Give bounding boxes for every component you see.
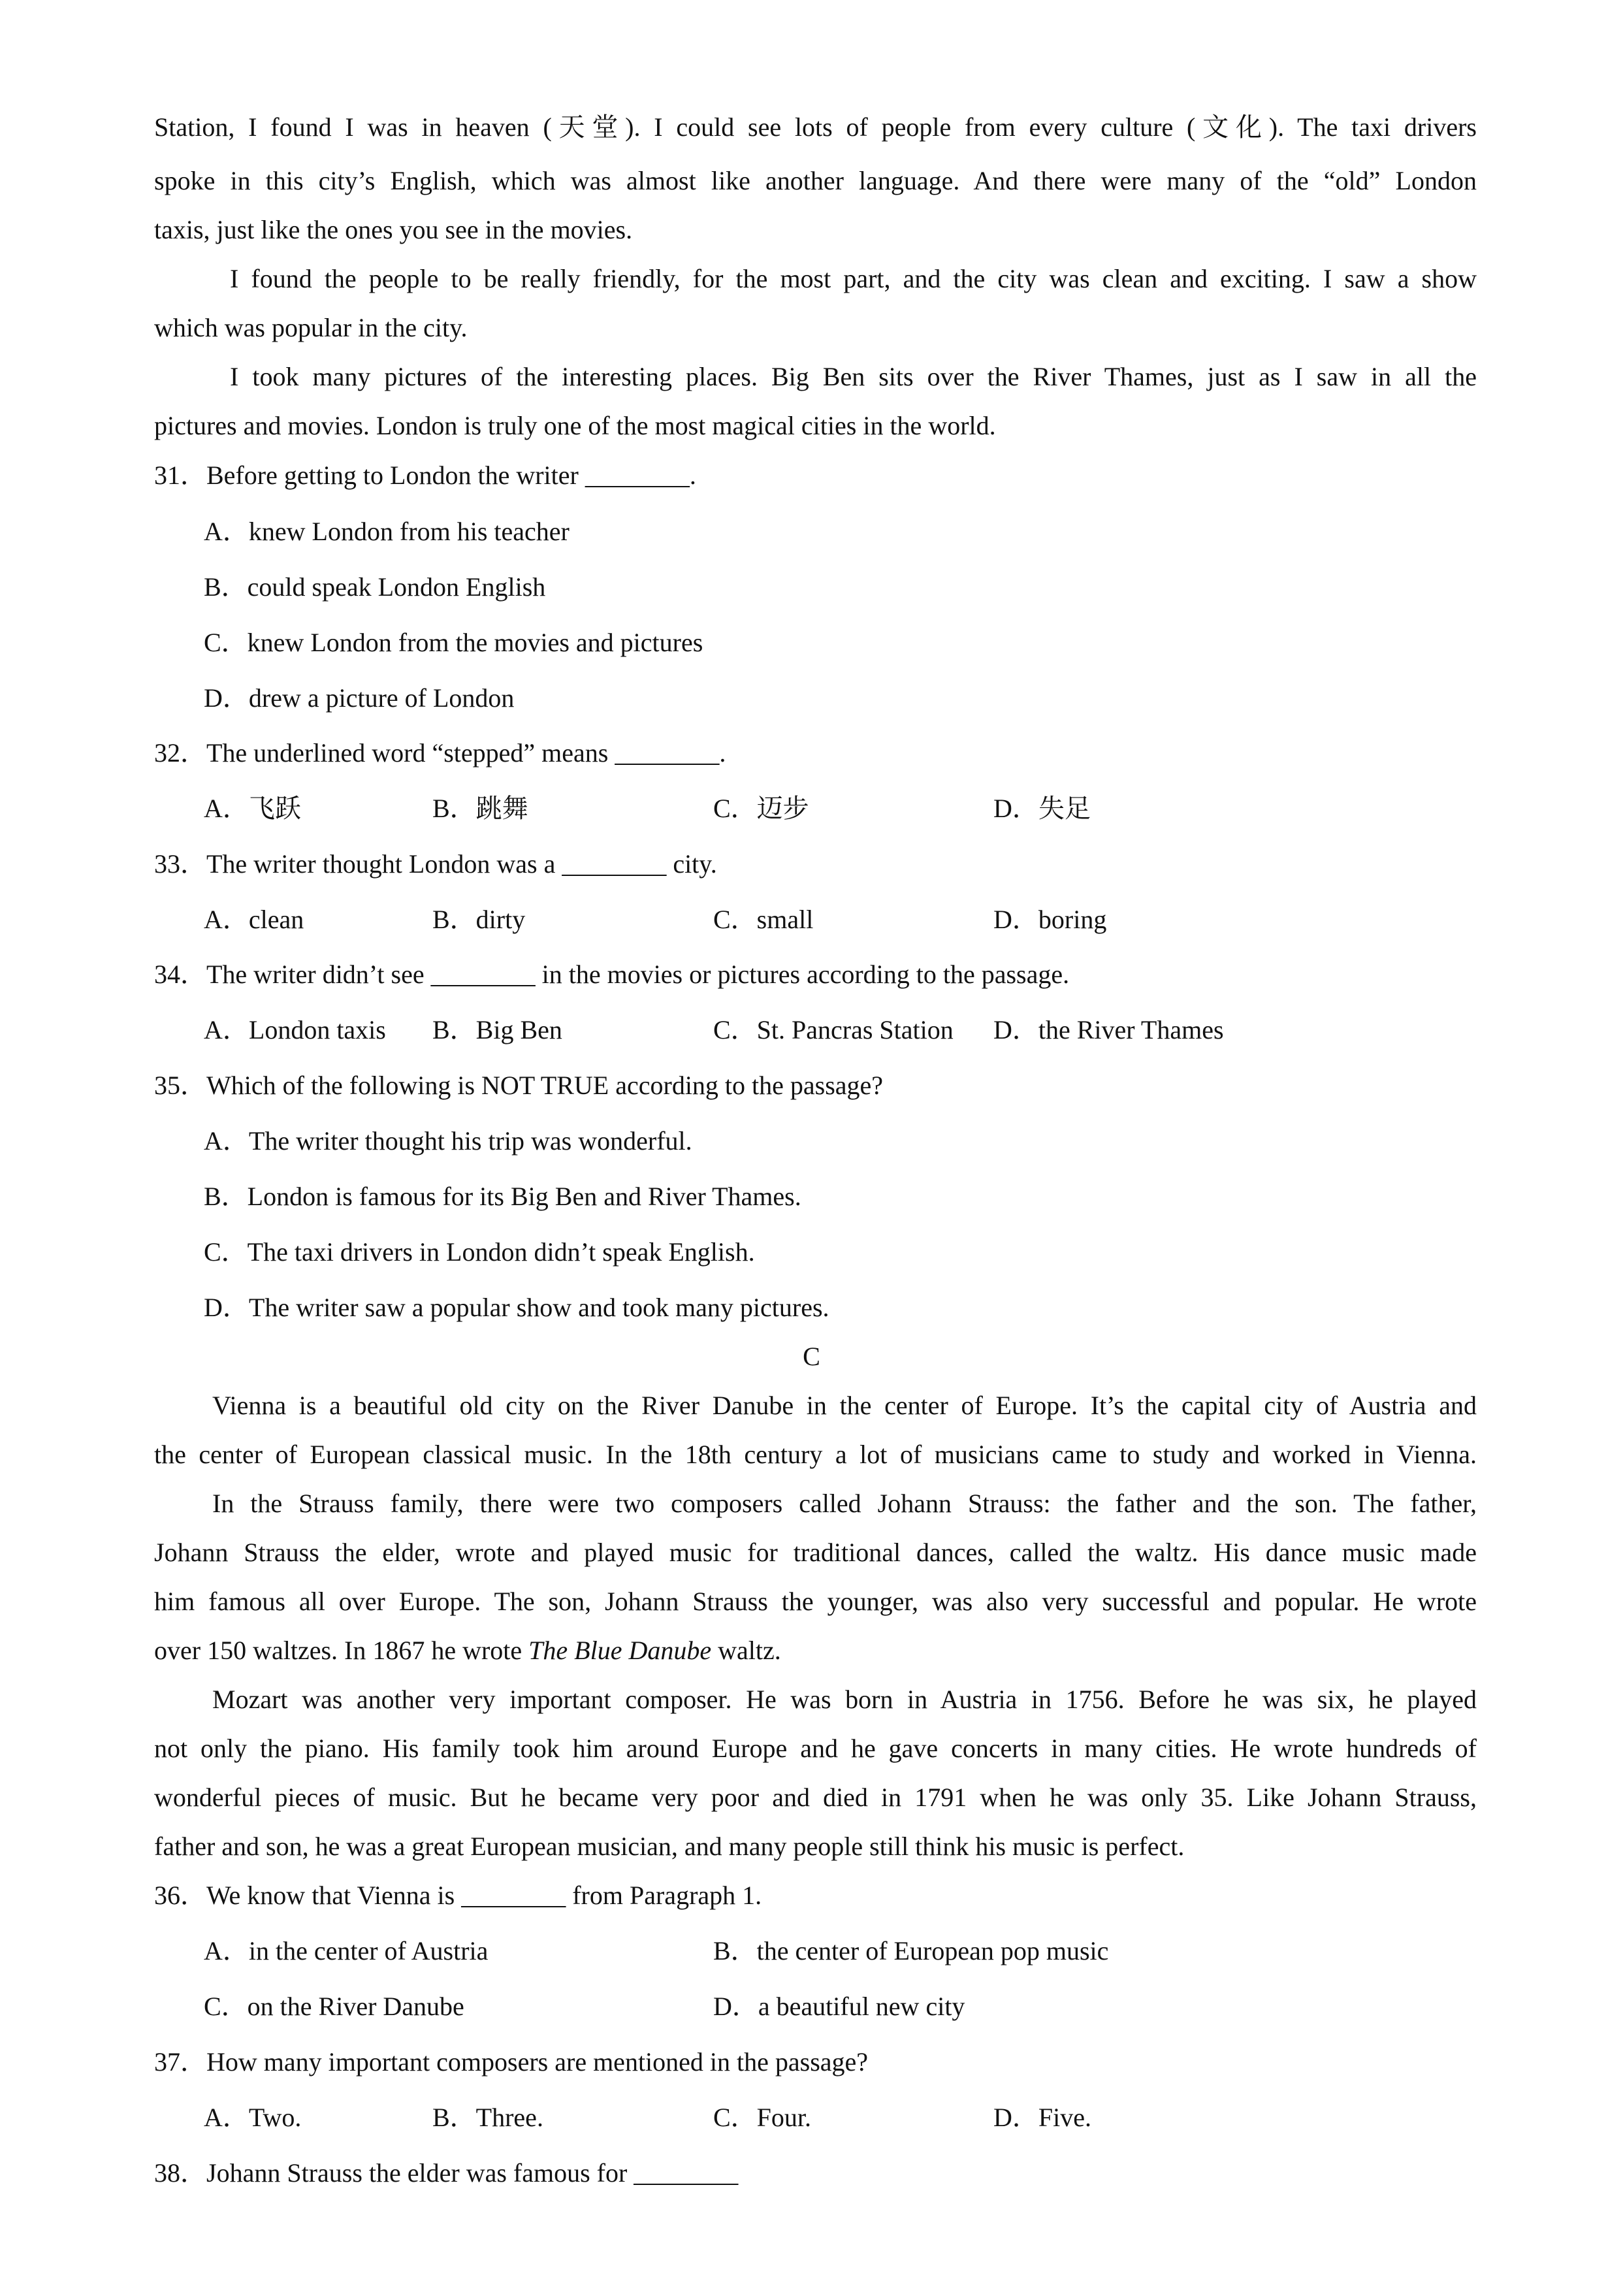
passage-b-p3-line2: pictures and movies. London is truly one of the most magical cities in the world.: [154, 411, 996, 440]
question-33-option-a: A．clean: [204, 905, 304, 934]
song-title: The Blue Danube: [528, 1636, 712, 1665]
question-32-option-b: B．跳舞: [432, 794, 528, 823]
passage-c-p2-line4: [154, 1634, 1477, 1667]
passage-c-p2-line1: In the Strauss family, there were two composers called Johann Strauss: the father and the son. The father,: [212, 1489, 1477, 1518]
question-38-stem: 38．Johann Strauss the elder was famous for ________: [154, 2158, 739, 2188]
question-35-stem: 35．Which of the following is NOT TRUE according to the passage?: [154, 1071, 884, 1100]
question-33-option-c: C．small: [713, 905, 814, 934]
question-37-stem: 37．How many important composers are mentioned in the passage?: [154, 2047, 869, 2077]
passage-b-p2-line1: I found the people to be really friendly, for the most part, and the city was clean and exciting. I saw a show: [230, 264, 1477, 293]
passage-b-p1-line2: spoke in this city’s English, which was almost like another language. And there were many of the “old” London: [154, 166, 1477, 195]
passage-b-p3-line1: I took many pictures of the interesting places. Big Ben sits over the River Thames, just as I saw in all the: [230, 362, 1477, 391]
question-37-option-b: B．Three.: [432, 2103, 543, 2132]
question-31-option-b: B．could speak London English: [204, 572, 546, 602]
question-31-option-c: C．knew London from the movies and pictures: [204, 628, 703, 657]
question-36-option-d: D．a beautiful new city: [713, 1992, 965, 2021]
section-c-heading: C: [803, 1342, 820, 1371]
passage-c-p1-line1: Vienna is a beautiful old city on the River Danube in the center of Europe. It’s the capital city of Austria and: [212, 1391, 1477, 1420]
question-35-option-c: C．The taxi drivers in London didn’t speak English.: [204, 1237, 755, 1267]
question-36-stem: 36．We know that Vienna is ________ from Paragraph 1.: [154, 1881, 762, 1910]
question-32-option-a: A．飞跃: [204, 794, 301, 823]
question-36-option-a: A．in the center of Austria: [204, 1936, 489, 1965]
question-34-option-a: A．London taxis: [204, 1015, 386, 1044]
passage-b-p1-line3: taxis, just like the ones you see in the movies.: [154, 215, 633, 244]
passage-c-p2-line4-end: waltz.: [711, 1636, 781, 1665]
question-31-stem: 31．Before getting to London the writer ________.: [154, 461, 696, 490]
question-35-option-b: B．London is famous for its Big Ben and River Thames.: [204, 1182, 801, 1211]
passage-c-p3-line4: father and son, he was a great European musician, and many people still think his music is perfect.: [154, 1832, 1185, 1861]
question-37-option-d: D．Five.: [993, 2103, 1091, 2132]
question-33-option-b: B．dirty: [432, 905, 526, 934]
passage-c-p2-line2: Johann Strauss the elder, wrote and played music for traditional dances, called the waltz. His dance music made: [154, 1538, 1477, 1567]
question-34-option-c: C．St. Pancras Station: [713, 1015, 954, 1044]
question-36-option-c: C．on the River Danube: [204, 1992, 464, 2021]
passage-c-p3-line1: Mozart was another very important composer. He was born in Austria in 1756. Before he was six, he played: [212, 1685, 1477, 1714]
passage-b-p1-line1: Station, I found I was in heaven (天堂). I could see lots of people from every culture (文化). The taxi drivers: [154, 112, 1477, 142]
question-36-option-b: B．the center of European pop music: [713, 1936, 1109, 1965]
question-35-option-a: A．The writer thought his trip was wonderful.: [204, 1126, 692, 1156]
passage-c-p2-line4-text: over 150 waltzes. In 1867 he wrote: [154, 1636, 529, 1665]
passage-b-p2-line2: which was popular in the city.: [154, 313, 468, 342]
question-37-option-a: A．Two.: [204, 2103, 302, 2132]
question-33-option-d: D．boring: [993, 905, 1107, 934]
passage-c-p3-line3: wonderful pieces of music. But he became very poor and died in 1791 when he was only 35. Like Johann Strauss,: [154, 1783, 1477, 1812]
question-37-option-c: C．Four.: [713, 2103, 812, 2132]
question-34-stem: 34．The writer didn’t see ________ in the movies or pictures according to the passage.: [154, 960, 1070, 989]
question-32-option-d: D．失足: [993, 794, 1091, 823]
passage-c-p1-line2: the center of European classical music. In the 18th century a lot of musicians came to study and worked in Vienna.: [154, 1440, 1477, 1469]
passage-c-p2-line3: him famous all over Europe. The son, Johann Strauss the younger, was also very successful and popular. He wrote: [154, 1587, 1477, 1616]
question-31-option-d: D．drew a picture of London: [204, 683, 515, 713]
passage-c-p3-line2: not only the piano. His family took him around Europe and he gave concerts in many cities. He wrote hundreds of: [154, 1734, 1477, 1763]
question-32-stem: 32．The underlined word “stepped” means ________.: [154, 738, 726, 768]
question-34-option-b: B．Big Ben: [432, 1015, 562, 1044]
question-31-option-a: A．knew London from his teacher: [204, 517, 570, 546]
question-35-option-d: D．The writer saw a popular show and took many pictures.: [204, 1293, 829, 1322]
question-32-option-c: C．迈步: [713, 794, 809, 823]
question-33-stem: 33．The writer thought London was a ________ city.: [154, 849, 717, 879]
question-34-option-d: D．the River Thames: [993, 1015, 1224, 1044]
